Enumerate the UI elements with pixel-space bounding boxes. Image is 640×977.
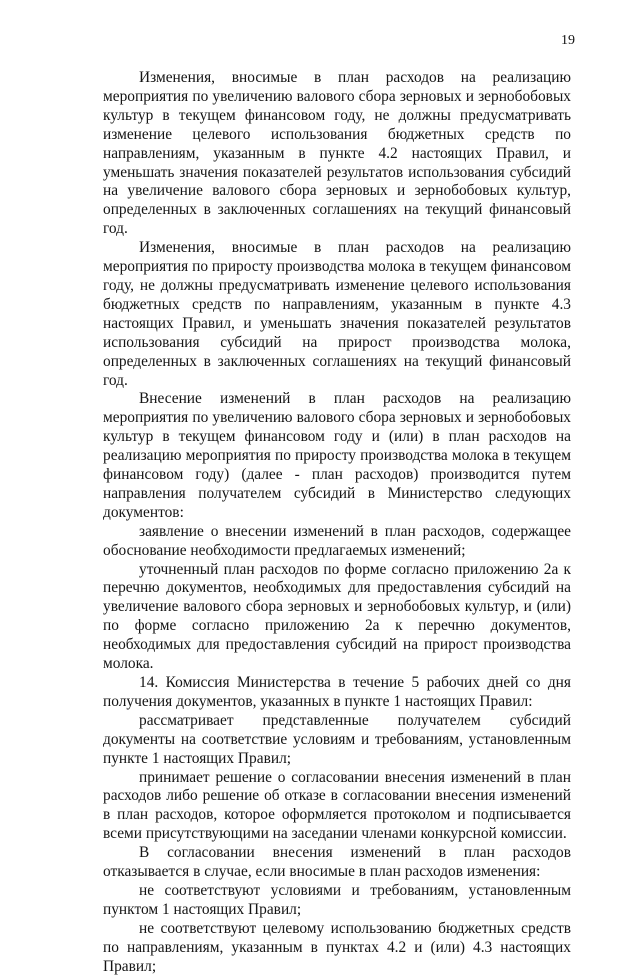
paragraph-refusal-item-1: не соответствуют условиями и требованиям, установленным пунктом 1 настоящих Правил;: [103, 881, 571, 918]
paragraph-plan-amendment-procedure: Внесение изменений в план расходов на реализацию мероприятия по увеличению валового сбора зерновых и зернобобовых культур в текущем финансовом году и (или) в план расходов на реализацию мероприятия по приросту производства молока в текущем финансовом году) (далее - план расходов) производится путем направления получателем субсидий в Министерство следующих документов:: [103, 390, 571, 521]
paragraph-refusal-item-2: не соответствуют целевому использованию бюджетных средств по направлениям, указанным в пунктах 4.2 и (или) 4.3 настоящих Правил;: [103, 919, 571, 975]
paragraph-application-item: заявление о внесении изменений в план расходов, содержащее обоснование необходимости предлагаемых изменений;: [103, 522, 571, 559]
paragraph-updated-plan-item: уточненный план расходов по форме согласно приложению 2а к перечню документов, необходимых для предоставления субсидий на увеличение валового сбора зерновых и зернобобовых культур, и (или) по форме согласно приложению 2а к перечню документов, необходимых для предоставления субсидий на прирост производства молока.: [103, 560, 571, 673]
paragraph-milk-plan-changes: Изменения, вносимые в план расходов на реализацию мероприятия по приросту производства молока в текущем финансовом году, не должны предусматривать изменение целевого использования бюджетных средств по направлениям, указанным в пункте 4.3 настоящих Правил, и уменьшать значения показателей результатов использования субсидий на прирост производства молока, определенных в заключенных соглашениях на текущий финансовый год.: [103, 239, 571, 389]
paragraph-clause-14: 14. Комиссия Министерства в течение 5 рабочих дней со дня получения документов, указанных в пункте 1 настоящих Правил:: [103, 674, 571, 710]
paragraph-review-item: рассматривает представленные получателем субсидий документы на соответствие условиям и требованиям, установленным пункте 1 настоящих Правил;: [103, 711, 571, 767]
paragraph-refusal-grounds: В согласовании внесения изменений в план расходов отказывается в случае, если вносимые в план расходов изменения:: [103, 844, 571, 881]
page-number: 19: [561, 33, 575, 48]
paragraph-decision-item: принимает решение о согласовании внесения изменений в план расходов либо решение об отказе в согласовании внесения изменений в план расходов, которое оформляется протоколом и подписывается всеми присутствующими на заседании членами конкурсной комиссии.: [103, 768, 571, 843]
paragraph-grain-plan-changes: Изменения, вносимые в план расходов на реализацию мероприятия по увеличению валового сбора зерновых и зернобобовых культур в текущем финансовом году, не должны предусматривать изменение целевого использования бюджетных средств по направлениям, указанным в пункте 4.2 настоящих Правил, и уменьшать значения показателей результатов использования субсидий на увеличение валового сбора зерновых и зернобобовых культур, определенных в заключенных соглашениях на текущий финансовый год.: [103, 69, 571, 238]
document-body: [103, 69, 571, 977]
